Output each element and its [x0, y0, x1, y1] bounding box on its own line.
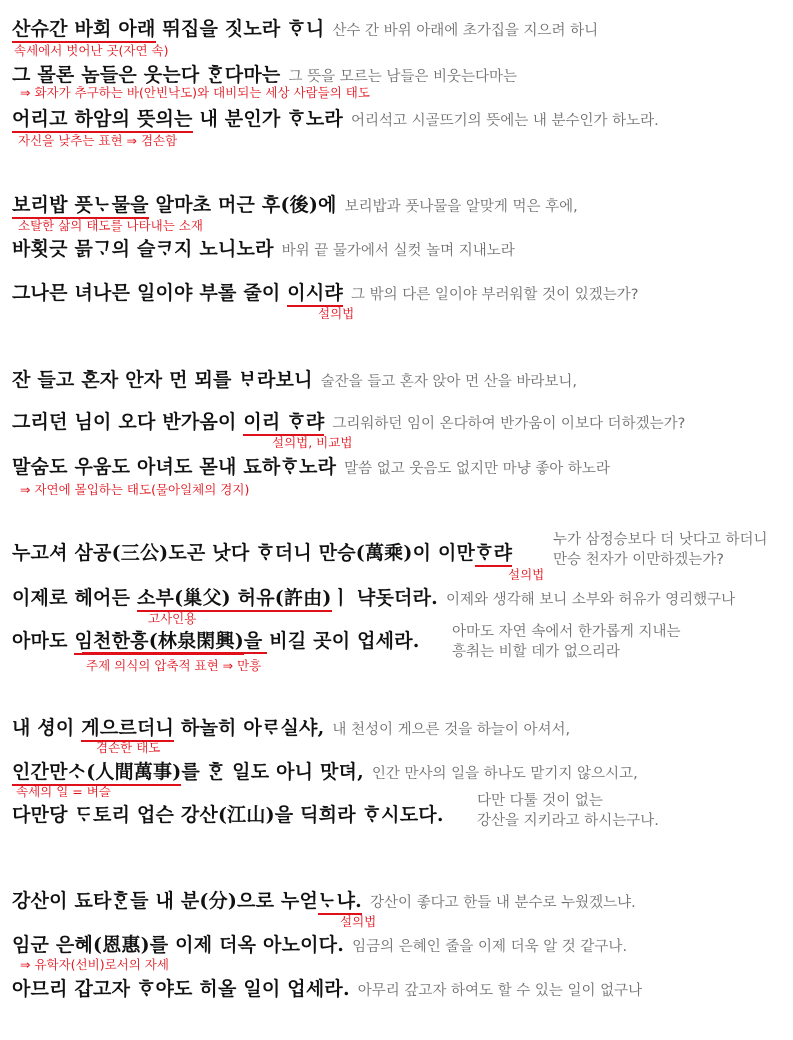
- translation-line: 만승 천자가 이만하겠는가?: [553, 552, 724, 568]
- highlighted-phrase: 소부(巢父) 허유(許由): [137, 587, 332, 612]
- annotation: 속세에서 벗어난 곳(자연 속): [14, 43, 169, 58]
- verse-line: [12, 452, 610, 479]
- original-text: 아므리 갑고자 ᄒᆞ야도 히올 일이 업세라.: [12, 978, 350, 1000]
- annotation: 자신을 낮추는 표현 ⇒ 겸손함: [18, 133, 178, 148]
- verse-line: [12, 626, 420, 653]
- highlighted-phrase: 보리밥 픗ᄂᆞ물을: [12, 194, 149, 219]
- original-text: 그리던 님이 오다 반가옴이: [12, 411, 244, 433]
- translation-text: [477, 791, 659, 831]
- translation-text: 강산이 좋다고 한들 내 분수로 누웠겠느냐.: [369, 895, 636, 911]
- translation-text: 임금의 은혜인 줄을 이제 더욱 알 것 같구나.: [352, 939, 628, 955]
- verse-line: [12, 190, 578, 217]
- translation-text: 산수 간 바위 아래에 초가집을 지으려 하니: [332, 23, 599, 39]
- verse-line: [12, 886, 636, 913]
- highlighted-phrase: 어리고 하암의 뜻의는: [12, 108, 193, 133]
- verse-line: [12, 800, 444, 827]
- highlighted-phrase: 게으르더니: [81, 717, 174, 742]
- original-text: 알마초 머근 후(後)에: [148, 194, 337, 216]
- original-text: 바횟긋 믉ᄀᆞ의 슬ᄏᆞ지 노니노라: [12, 238, 274, 260]
- verse-line: [12, 757, 638, 784]
- translation-text: 어리석고 시골뜨기의 뜻에는 내 분수인가 하노라.: [350, 113, 659, 129]
- translation-line: 누가 삼정승보다 더 낫다고 하더니: [553, 532, 768, 548]
- verse-line: [12, 583, 735, 610]
- translation-text: [452, 622, 681, 662]
- verse-line: [12, 365, 577, 392]
- verse-line: [12, 538, 512, 565]
- original-text: 그나믄 녀나믄 일이야 부롤 줄이: [12, 282, 288, 304]
- original-text: 아마도: [12, 630, 75, 652]
- translation-line: 다만 다툴 것이 없는: [477, 793, 603, 809]
- original-text: 를 ᄒᆞᆫ 일도 아니 맛뎌,: [181, 761, 364, 783]
- original-text: 내 셩이: [12, 717, 82, 739]
- verse-line: [12, 234, 515, 261]
- original-text: 뛰집을 짓노라 ᄒᆞ니: [155, 18, 325, 40]
- highlighted-phrase: ᄒᆞ랴: [475, 542, 512, 567]
- original-text: 임군 은혜(恩惠)를 이제 더옥 아노이다.: [12, 934, 345, 956]
- original-text: 내 분인가 ᄒᆞ노라: [192, 108, 343, 130]
- translation-text: 말씀 없고 웃음도 없지만 마냥 좋아 하노라: [344, 461, 610, 477]
- translation-text: 보리밥과 풋나물을 알맞게 먹은 후에,: [344, 199, 578, 215]
- verse-line: [12, 104, 659, 131]
- original-text: 강산이 됴타ᄒᆞᆫ들 내 분(分)으로 누얻: [12, 890, 319, 912]
- translation-text: 인간 만사의 일을 하나도 맡기지 않으시고,: [371, 766, 638, 782]
- original-text: 다만당 ᄃᆞ토리 업슨 강산(江山)을 딕희라 ᄒᆞ시도다.: [12, 804, 444, 826]
- original-text: 하놀히 아ᄅᆞ실샤,: [174, 717, 325, 739]
- translation-line: 아마도 자연 속에서 한가롭게 지내는: [452, 624, 681, 640]
- underline-mark: [82, 652, 267, 654]
- original-text: ㅣ 냑돗더라.: [331, 587, 438, 609]
- translation-text: 그리워하던 임이 온다하여 반가움이 이보다 더하겠는가?: [332, 416, 686, 432]
- original-text: 누고셔 삼공(三公)도곤 낫다 ᄒᆞ더니 만승(萬乘)이 이만: [12, 542, 476, 564]
- original-text: 을 비길 곳이 업세라.: [243, 630, 420, 652]
- verse-line: [12, 974, 642, 1001]
- verse-line: [12, 407, 685, 434]
- translation-text: 그 밖의 다른 일이야 부러워할 것이 있겠는가?: [350, 287, 639, 303]
- highlighted-phrase: ᄂᆞ냐.: [318, 890, 362, 915]
- verse-line: [12, 930, 627, 957]
- verse-line: [12, 14, 598, 41]
- annotation: 속세의 일 = 벼슬: [16, 784, 111, 799]
- annotation: 고사인용: [148, 611, 197, 626]
- highlighted-phrase: 인간만ᄉᆞ(人間萬事): [12, 761, 181, 786]
- translation-text: 술잔을 들고 혼자 앉아 먼 산을 바라보니,: [320, 374, 578, 390]
- annotation: 소탈한 삶의 태도를 나타내는 소재: [18, 218, 203, 233]
- translation-text: 내 천성이 게으른 것을 하늘이 아셔서,: [332, 722, 571, 738]
- annotation: 겸손한 태도: [96, 740, 161, 755]
- annotation: ⇒ 자연에 몰입하는 태도(물아일체의 경지): [20, 482, 250, 497]
- annotation: 설의법: [508, 567, 545, 582]
- annotation: 설의법: [318, 306, 355, 321]
- highlighted-phrase: 이리 ᄒᆞ랴: [243, 411, 324, 436]
- translation-text: 그 뜻을 모르는 남들은 비웃는다마는: [288, 69, 518, 85]
- original-text: 그 몰론 놈들은 웃는다 ᄒᆞᆫ다마는: [12, 64, 281, 86]
- original-text: 말숨도 우움도 아녀도 몯내 됴하ᄒᆞ노라: [12, 456, 337, 478]
- verse-line: [12, 278, 638, 305]
- annotation: ⇒ 화자가 추구하는 바(안빈낙도)와 대비되는 세상 사람들의 태도: [20, 85, 370, 100]
- translation-text: 이제와 생각해 보니 소부와 허유가 영리했구나: [445, 592, 736, 608]
- translation-text: 바위 끝 물가에서 실컷 놀며 지내노라: [281, 243, 515, 259]
- highlighted-phrase: 임천한흥(林泉閑興): [74, 630, 243, 655]
- annotation: ⇒ 유학자(선비)로서의 자세: [20, 957, 169, 972]
- highlighted-phrase: 산슈간 바회 아래: [12, 18, 156, 43]
- translation-line: 흥취는 비할 데가 없으리라: [452, 644, 620, 660]
- annotation: 주제 의식의 압축적 표현 ⇒ 만흥: [86, 658, 262, 673]
- translation-text: 아무리 갚고자 하여도 할 수 있는 일이 없구나: [357, 983, 643, 999]
- annotation: 설의법, 비교법: [272, 435, 353, 450]
- translation-text: [553, 530, 768, 570]
- annotation: 설의법: [340, 914, 377, 929]
- original-text: 이제로 헤어든: [12, 587, 137, 609]
- highlighted-phrase: 이시랴: [287, 282, 343, 307]
- translation-line: 강산을 지키라고 하시는구나.: [477, 813, 659, 829]
- verse-line: [12, 713, 570, 740]
- original-text: 잔 들고 혼자 안자 먼 뫼를 ᄇᆞ라보니: [12, 369, 313, 391]
